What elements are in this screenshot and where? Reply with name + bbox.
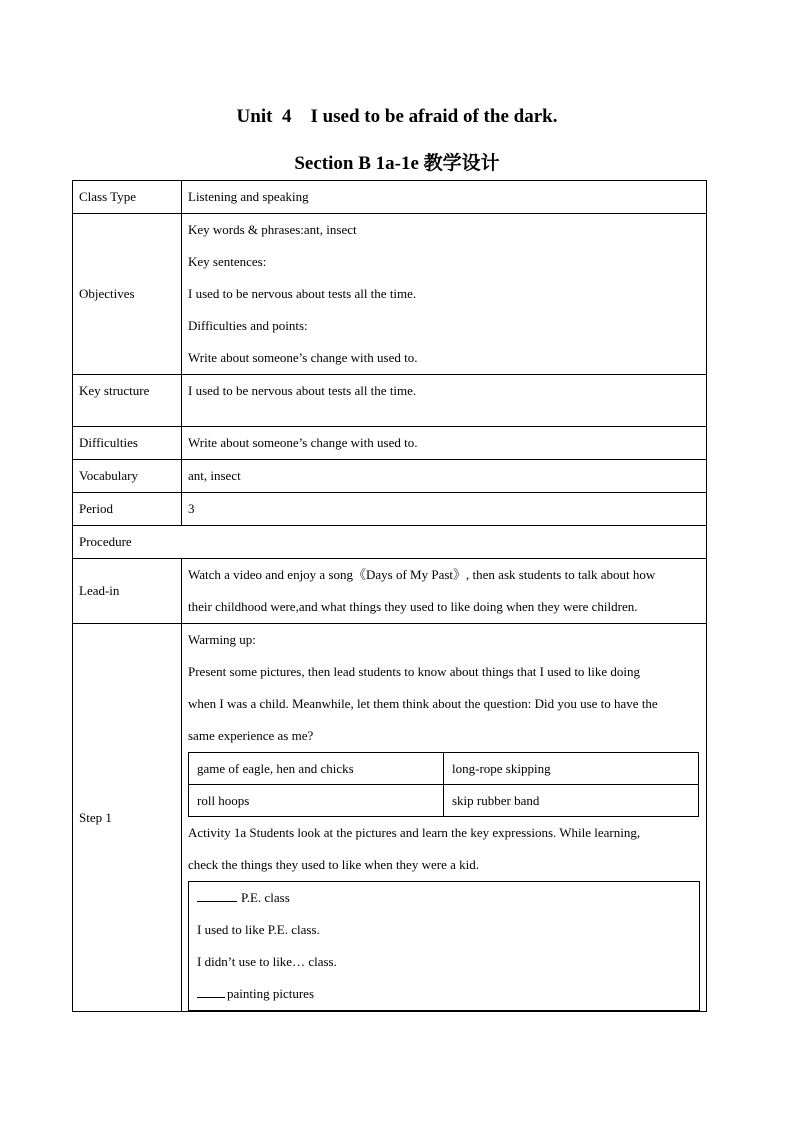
warmup-heading: Warming up: [188,632,256,647]
lead-in-line: their childhood were,and what things they used to like doing when they were children. [188,599,638,614]
row-lead-in [73,559,707,624]
check-item [197,882,691,914]
row-value [182,214,707,375]
check-item-label: P.E. class [241,890,290,905]
lesson-plan-table [72,180,707,1012]
check-item [197,978,691,1010]
section-title: Section B 1a-1e 教学设计 [294,153,500,174]
activity-line: Activity 1a Students look at the pictures and learn the key expressions. While learning, [188,825,641,840]
row-label: Objectives [73,214,182,375]
table-cell: long-rope skipping [444,753,699,785]
check-item-label: painting pictures [227,986,315,1001]
row-key-structure [73,375,707,427]
row-step1 [73,624,707,1012]
row-label: Vocabulary [73,460,182,493]
row-period [73,493,707,526]
unit-title: Unit 4 I used to be afraid of the dark. [236,106,558,127]
activity-line: check the things they used to like when they were a kid. [188,857,479,872]
row-class-type [73,181,707,214]
blank-line [197,983,225,998]
example-sentence: I used to like P.E. class. [197,922,320,937]
row-value: I used to be nervous about tests all the time. [182,375,707,427]
warmup-line: Present some pictures, then lead students to know about things that I used to like doing [188,664,641,679]
procedure-heading: Procedure [73,526,707,559]
row-objectives [73,214,707,375]
objective-line: I used to be nervous about tests all the time. [188,286,417,301]
row-label: Difficulties [73,427,182,460]
table-cell: skip rubber band [444,785,699,817]
table-cell: roll hoops [189,785,444,817]
row-difficulties [73,427,707,460]
warmup-line: same experience as me? [188,728,314,743]
table-row [189,785,699,817]
row-label: Class Type [73,181,182,214]
objective-line: Write about someone’s change with used to. [188,350,418,365]
row-label: Step 1 [73,624,182,1012]
example-sentence: I didn’t use to like… class. [197,954,337,969]
games-table [188,752,699,817]
row-value: Write about someone’s change with used to. [182,427,707,460]
row-value [182,559,707,624]
lead-in-line: Watch a video and enjoy a song《Days of My Past》, then ask students to talk about how [188,567,656,582]
row-value: ant, insect [182,460,707,493]
row-vocabulary [73,460,707,493]
table-cell: game of eagle, hen and chicks [189,753,444,785]
row-procedure [73,526,707,559]
check-box-list [188,881,700,1011]
objective-line: Difficulties and points: [188,318,308,333]
warmup-line: when I was a child. Meanwhile, let them think about the question: Did you use to have the [188,696,658,711]
objective-line: Key words & phrases:ant, insect [188,222,357,237]
table-row [189,753,699,785]
blank-line [197,887,237,902]
row-label: Key structure [73,375,182,427]
row-label: Period [73,493,182,526]
row-value: Listening and speaking [182,181,707,214]
row-value: 3 [182,493,707,526]
objective-line: Key sentences: [188,254,267,269]
row-label: Lead-in [73,559,182,624]
row-value [182,624,707,1012]
